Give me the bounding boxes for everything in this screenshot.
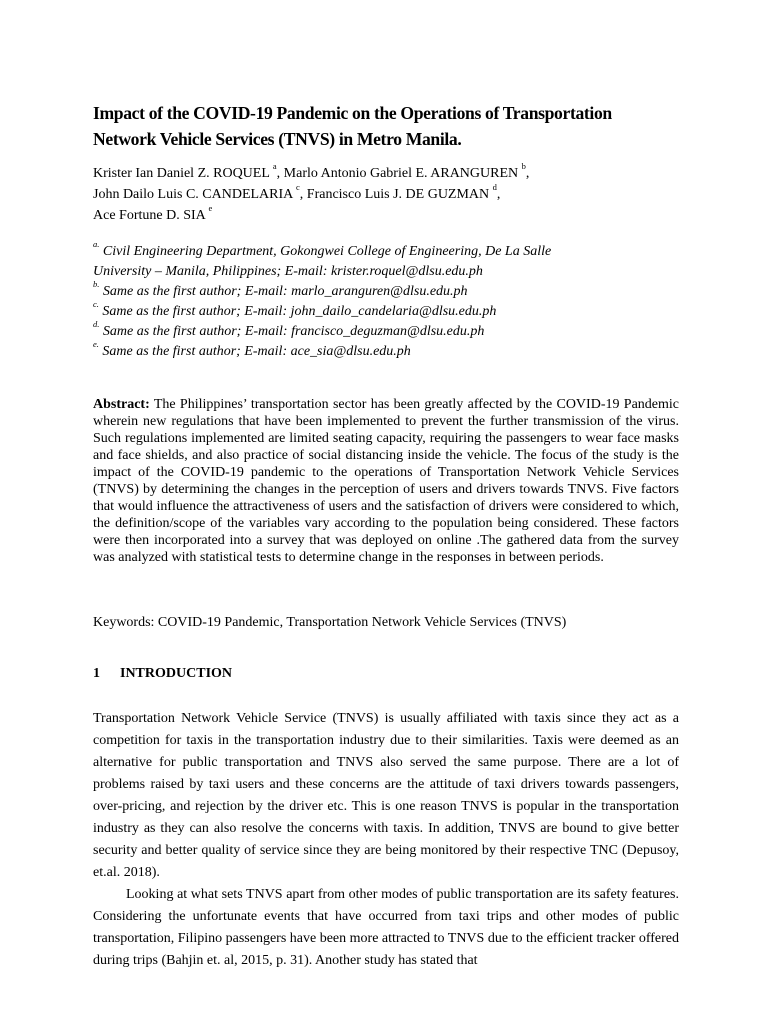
- section-heading: [93, 665, 232, 683]
- title-line-1: Impact of the COVID-19 Pandemic on the Operations of Transportation: [93, 103, 612, 123]
- affiliation-e: [93, 339, 551, 362]
- affil-mark: c.: [93, 299, 99, 310]
- paragraph: Looking at what sets TNVS apart from other modes of public transportation are its safety features. Considering the unfortunate events that have occurred from taxi trips and other modes of public transportation, Filipino passengers have been more attracted to TNVS due to the efficient tracker offered during trips (Bahjin et. al, 2015, p. 31). Another study has stated that: [93, 887, 679, 968]
- abstract-text: The Philippines’ transportation sector has been greatly affected by the COVID-19 Pandemic wherein new regulations that have been implemented to prevent the further transmission of the virus. Such regulations implemented are limited seating capacity, requiring the passengers to wear face masks and face shields, and also practice of social distancing inside the vehicle. The focus of the study is the impact of the COVID-19 pandemic to the operations of Transportation Network Vehicle Services (TNVS) by determining the changes in the perception of users and drivers towards TNVS. Five factors that would influence the attractiveness of users and the satisfaction of drivers were considered to which, the definition/scope of the variables vary according to the population being considered. These factors were then incorporated into a survey that was deployed on online .The gathered data from the survey was analyzed with statistical tests to determine change in the responses in between periods.: [93, 397, 679, 565]
- author-name: Krister Ian Daniel Z. ROQUEL: [93, 166, 270, 181]
- affil-mark: d.: [93, 319, 100, 330]
- author-list: [93, 163, 529, 226]
- affiliation-b: [93, 279, 551, 302]
- author-name: Marlo Antonio Gabriel E. ARANGUREN: [283, 166, 519, 181]
- abstract-label: Abstract:: [93, 397, 150, 412]
- title-line-2: Network Vehicle Services (TNVS) in Metro Manila.: [93, 129, 462, 149]
- author-line-3: [93, 205, 529, 226]
- section-title: INTRODUCTION: [120, 666, 233, 681]
- affiliation-d: [93, 319, 551, 342]
- affiliation-a: [93, 239, 552, 262]
- author-affil-mark: e: [208, 203, 213, 214]
- affil-mark: e.: [93, 339, 99, 350]
- affil-text: Same as the first author; E-mail: ace_sia@dlsu.edu.ph: [102, 344, 411, 359]
- affil-mark: a.: [93, 239, 100, 250]
- author-name: Ace Fortune D. SIA: [93, 208, 205, 223]
- affil-text: Same as the first author; E-mail: marlo_aranguren@dlsu.edu.ph: [102, 284, 468, 299]
- affil-mark: b.: [93, 279, 100, 290]
- keywords: Keywords: COVID-19 Pandemic, Transportation Network Vehicle Services (TNVS): [93, 615, 567, 630]
- body-text: [93, 708, 679, 972]
- affiliation-a-cont: University – Manila, Philippines; E-mail: krister.roquel@dlsu.edu.ph: [93, 264, 483, 279]
- affil-text: Civil Engineering Department, Gokongwei College of Engineering, De La Salle: [102, 244, 552, 259]
- abstract: [93, 396, 679, 566]
- author-affil-mark: a: [272, 161, 277, 172]
- author-line-2: John Dailo Luis C. CANDELARIA $^c$, Francisco Luis J. DE GUZMAN $^d$,: [93, 182, 501, 202]
- author-name: Francisco Luis J. DE GUZMAN: [306, 187, 490, 202]
- author-line-1: Krister Ian Daniel Z. ROQUEL $^a$, Marlo Antonio Gabriel E. ARANGUREN $^b$,: [93, 161, 530, 181]
- affil-text: Same as the first author; E-mail: francisco_deguzman@dlsu.edu.ph: [102, 324, 485, 339]
- affiliation-c: [93, 299, 551, 322]
- affiliation-list: [93, 239, 552, 362]
- author-name: John Dailo Luis C. CANDELARIA: [93, 187, 293, 202]
- author-affil-mark: d: [492, 182, 497, 193]
- paragraph: Transportation Network Vehicle Service (TNVS) is usually affiliated with taxis since they act as a competition for taxis in the transportation industry due to their similarities. Taxis were deemed as an alternative for public transportation and TNVS also served the same purpose. There are a lot of problems raised by taxi users and these concerns are the attitude of taxi drivers towards passengers, over-pricing, and rejection by the driver etc. This is one reason TNVS is popular in the transportation industry as they can also resolve the concerns with taxis. In addition, TNVS are bound to give better security and better quality of service since they are being monitored by their respective TNC (Depusoy, et.al. 2018).: [93, 711, 679, 880]
- affil-text: Same as the first author; E-mail: john_dailo_candelaria@dlsu.edu.ph: [102, 304, 497, 319]
- section-number: 1: [93, 666, 100, 681]
- paper-title: [93, 100, 693, 152]
- author-affil-mark: b: [521, 161, 526, 172]
- author-affil-mark: c: [296, 182, 300, 193]
